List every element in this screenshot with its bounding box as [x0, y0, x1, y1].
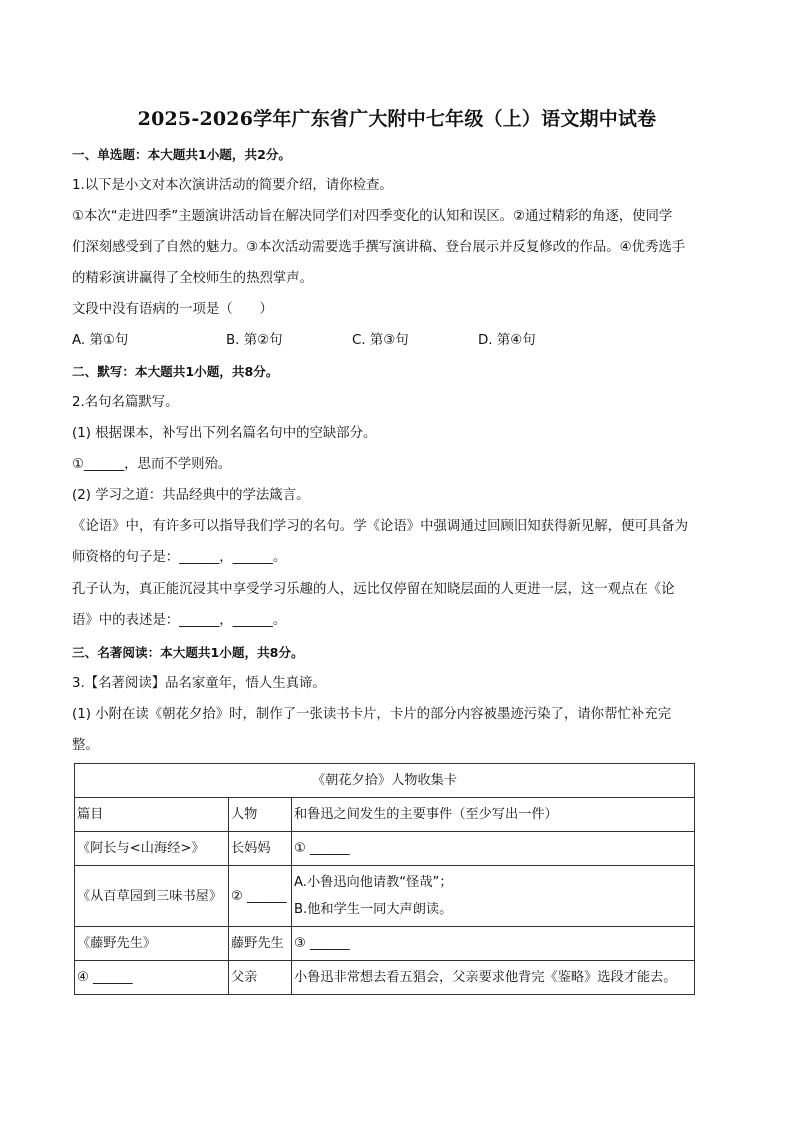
- card-cell: 藤野先生: [229, 927, 292, 961]
- q1-option-a: A. 第①句: [72, 333, 129, 348]
- table-row: [75, 927, 695, 961]
- card-header-event: 和鲁迅之间发生的主要事件（至少写出一件）: [292, 798, 695, 832]
- card-cell-blank: ③ ______: [292, 927, 695, 961]
- q1-option-d: D. 第④句: [478, 333, 536, 348]
- card-cell: 《藤野先生》: [75, 927, 229, 961]
- card-cell-blank: ① ______: [292, 832, 695, 866]
- table-row: [75, 832, 695, 866]
- q2-part2-line-4: 语》中的表述是：______，______。: [72, 613, 287, 628]
- card-title: 《朝花夕拾》人物收集卡: [75, 764, 695, 798]
- q1-stem: 1.以下是小文对本次演讲活动的简要介绍，请你检查。: [72, 178, 393, 193]
- section1-header: 一、单选题：本大题共1小题，共2分。: [72, 147, 292, 162]
- q1-option-c: C. 第③句: [352, 333, 409, 348]
- q3-part1-line-2: 整。: [72, 738, 99, 753]
- table-row: [75, 866, 695, 927]
- character-card-table: [74, 763, 695, 995]
- card-cell-multiline: A.小鲁迅向他请教“怪哉”； B.他和学生一同大声朗读。: [292, 866, 695, 927]
- q2-part2-line-3: 孔子认为，真正能沉浸其中享受学习乐趣的人，远比仅停留在知晓层面的人更进一层，这一观点在《论: [72, 582, 675, 597]
- q1-question: 文段中没有语病的一项是（ ）: [72, 302, 273, 317]
- q2-part2-line-2: 师资格的句子是：______，______。: [72, 550, 287, 565]
- card-cell: 小鲁迅非常想去看五猖会，父亲要求他背完《鉴略》选段才能去。: [292, 961, 695, 995]
- card-cell: 《从百草园到三味书屋》: [75, 866, 229, 927]
- q3-part1-line-1: (1) 小附在读《朝花夕拾》时，制作了一张读书卡片，卡片的部分内容被墨迹污染了，请你帮忙补充完: [72, 707, 672, 722]
- q1-passage-line-3: 的精彩演讲赢得了全校师生的热烈掌声。: [72, 271, 314, 286]
- exam-title: 2025-2026学年广东省广大附中七年级（上）语文期中试卷: [137, 108, 657, 130]
- q2-part1: (1) 根据课本，补写出下列名篇名句中的空缺部分。: [72, 426, 377, 441]
- card-cell: 《阿长与<山海经>》: [75, 832, 229, 866]
- table-row: [75, 961, 695, 995]
- q3-stem: 3.【名著阅读】品名家童年，悟人生真谛。: [72, 676, 326, 691]
- q1-passage-line-1: ①本次“走进四季”主题演讲活动旨在解决同学们对四季变化的认知和误区。②通过精彩的角逐，使同学: [72, 209, 673, 224]
- q2-part2-line-1: 《论语》中，有许多可以指导我们学习的名句。学《论语》中强调通过回顾旧知获得新见解，便可具备为: [72, 519, 688, 534]
- section2-header: 二、默写：本大题共1小题，共8分。: [72, 364, 279, 379]
- card-title-row: [75, 764, 695, 798]
- q1-option-b: B. 第②句: [226, 333, 283, 348]
- card-header-title: 篇目: [75, 798, 229, 832]
- q2-part2: (2) 学习之道：共品经典中的学法箴言。: [72, 488, 310, 503]
- card-header-person: 人物: [229, 798, 292, 832]
- card-cell: 长妈妈: [229, 832, 292, 866]
- card-cell-blank: ④ ______: [75, 961, 229, 995]
- q2-stem: 2.名句名篇默写。: [72, 395, 179, 410]
- q2-part1-item: ①______，思而不学则殆。: [72, 457, 232, 472]
- q1-passage-line-2: 们深刻感受到了自然的魅力。③本次活动需要选手撰写演讲稿、登台展示并反复修改的作品。④优秀选手: [72, 240, 686, 255]
- card-cell: 父亲: [229, 961, 292, 995]
- card-cell-blank: ② ______: [229, 866, 292, 927]
- card-header-row: [75, 798, 695, 832]
- section3-header: 三、名著阅读：本大题共1小题，共8分。: [72, 645, 304, 660]
